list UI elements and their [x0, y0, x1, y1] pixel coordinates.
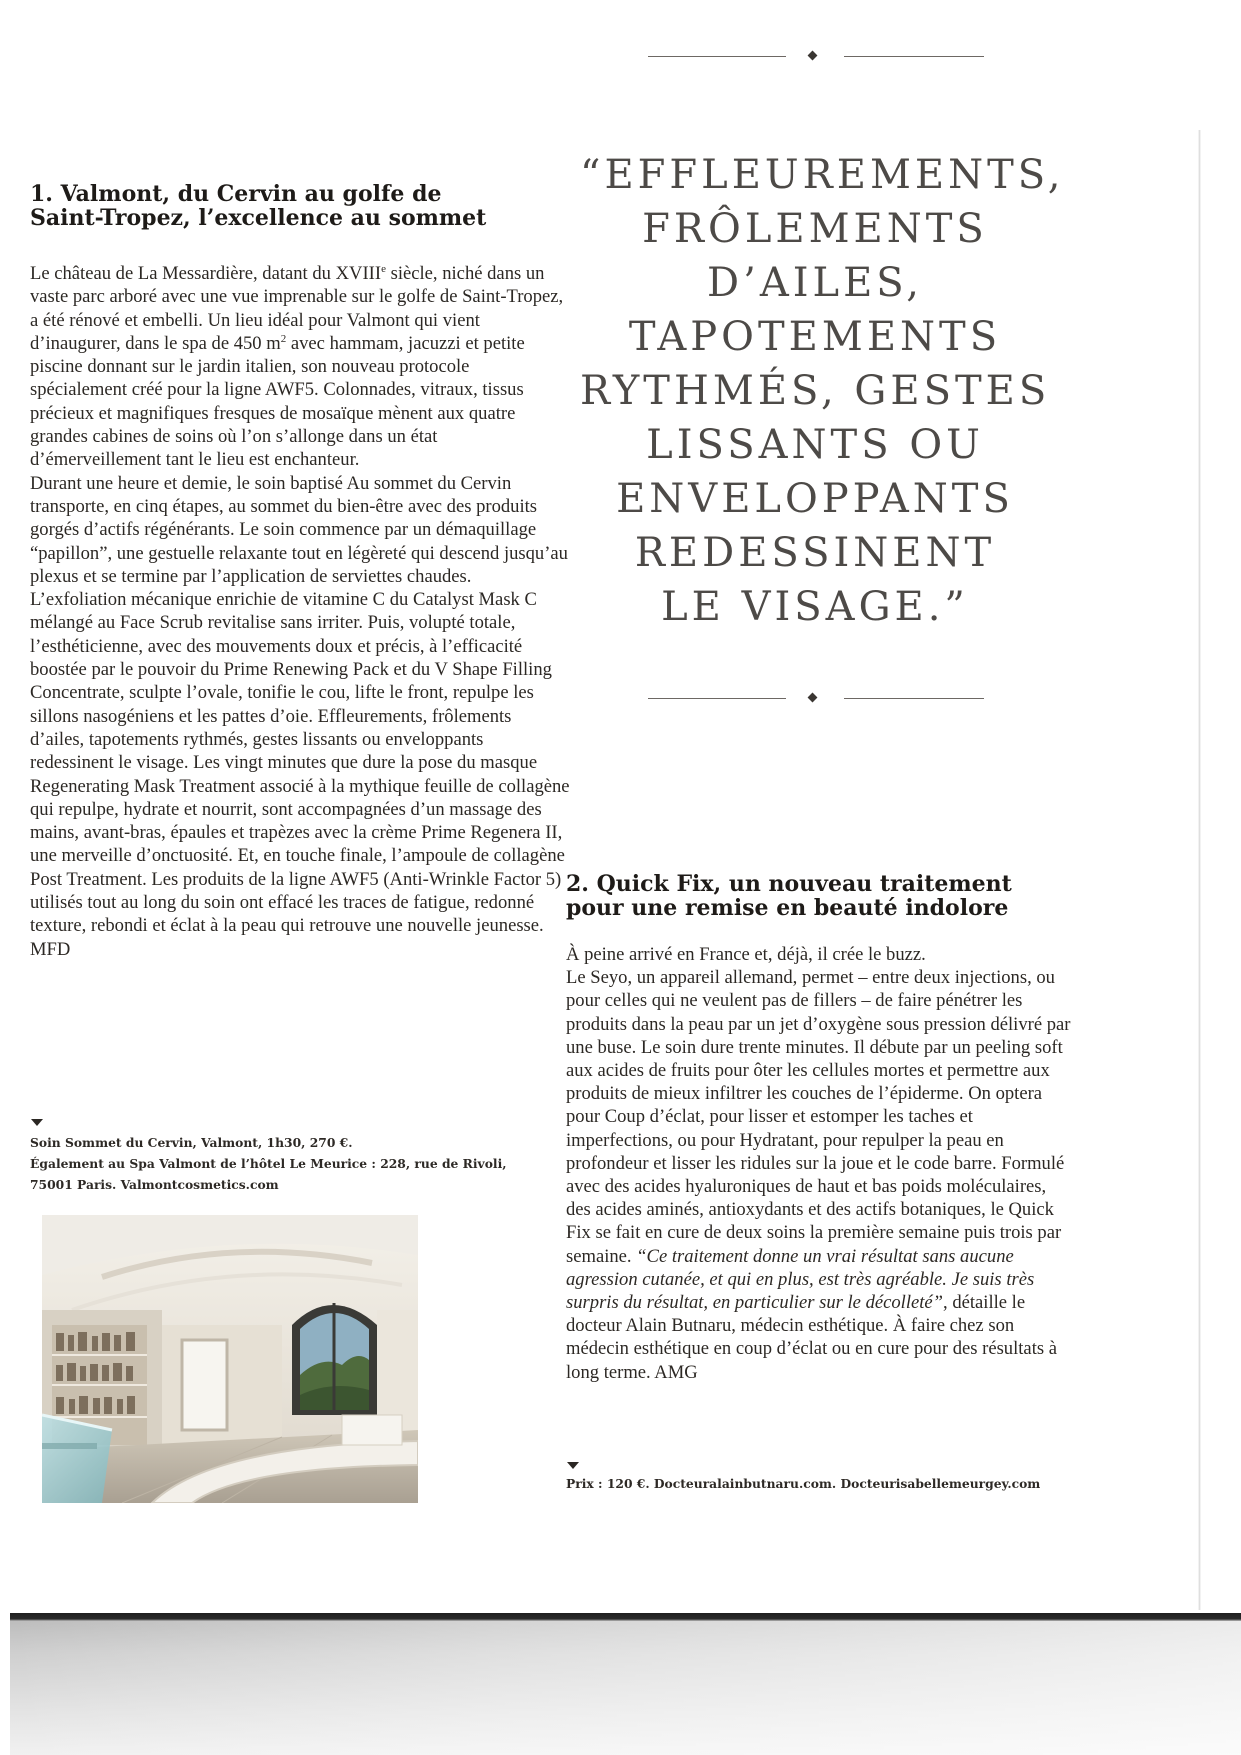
divider-line — [844, 56, 984, 57]
scanner-edge-band — [10, 1613, 1241, 1755]
pull-quote-line: D’AILES, — [707, 260, 923, 306]
doctor-quote: “Ce traitement donne un vrai résultat sans aucune agression cutanée, et qui en plus, est très agréable. Je suis très surpris du résultat, en particulier sur le décolleté” — [566, 1245, 1035, 1314]
article-1-title — [30, 182, 570, 230]
triangle-marker-icon — [31, 1119, 43, 1126]
pull-quote-line: LE VISAGE.” — [661, 584, 969, 630]
article-1-credit-line: Soin Sommet du Cervin, Valmont, 1h30, 270 €. — [30, 1135, 353, 1150]
diamond-ornament-icon — [808, 693, 818, 703]
pull-quote-line: REDESSINENT — [634, 530, 996, 576]
article-1-credit-line: Également au Spa Valmont de l’hôtel Le Meurice : 228, rue de Rivoli, — [30, 1156, 507, 1171]
pull-quote — [580, 148, 1065, 634]
pull-quote-line: ENVELOPPANTS — [616, 476, 1014, 522]
article-2-body — [566, 943, 1071, 1384]
article-1-credits — [30, 1132, 570, 1195]
page-fold-shadow — [1198, 130, 1201, 1610]
article-2-title-line-1: 2. Quick Fix, un nouveau traitement — [566, 871, 1012, 897]
article-1-title-line-1: 1. Valmont, du Cervin au golfe de — [30, 181, 442, 207]
article-2-credits: Prix : 120 €. Docteuralainbutnaru.com. Docteurisabellemeurgey.com — [566, 1476, 1041, 1491]
pull-quote-line: FRÔLEMENTS — [642, 206, 988, 252]
pull-quote-line: “EFFLEUREMENTS, — [580, 152, 1065, 198]
spa-interior-photo — [42, 1215, 418, 1503]
pull-quote-line: TAPOTEMENTS — [628, 314, 1002, 360]
article-2-title-line-2: pour une remise en beauté indolore — [566, 895, 1009, 921]
ornamental-divider — [648, 50, 984, 64]
divider-line — [844, 698, 984, 699]
article-1-title-line-2: Saint-Tropez, l’excellence au sommet — [30, 205, 487, 231]
divider-line — [648, 698, 786, 699]
diamond-ornament-icon — [808, 51, 818, 61]
article-1-body — [30, 262, 570, 961]
divider-line — [648, 56, 786, 57]
triangle-marker-icon — [567, 1462, 579, 1469]
ornamental-divider — [648, 692, 984, 706]
article-2-paragraph-1: À peine arrivé en France et, déjà, il crée le buzz. — [566, 944, 926, 965]
article-2-paragraph-2: Le Seyo, un appareil allemand, permet – entre deux injections, ou pour celles qui ne veulent pas de fillers – de faire pénétrer les produits dans la peau par un jet d’oxygène sous pression délivré par une buse. Le soin dure trente minutes. Il débute par un peeling soft aux acides de fruits pour ôter les cellules mortes et permettre aux produits de mieux infiltrer les couches de l’épiderme. On optera pour Coup d’éclat, pour lisser et estomper les taches et imperfections, ou pour Hydratant, pour repulper la peau en profondeur et lisser les ridules sur la joue et le code barre. Formulé avec des acides hyaluroniques de haut et bas poids moléculaires, des acides aminés, antioxydants et des actifs botaniques, le Quick Fix se fait en cure de deux soins la première semaine puis trois par semaine. “Ce traitement donne un vrai résultat sans aucune agression cutanée, et qui en plus, est très agréable. Je suis très surpris du résultat, en particulier sur le décolleté”, détaille le docteur Alain Butnaru, médecin esthétique. À faire chez son médecin esthétique en coup d’éclat ou en cure pour des résultats à long terme. AMG — [566, 967, 1071, 1383]
pull-quote-line: RYTHMÉS, GESTES — [580, 368, 1051, 414]
article-1-credit-line: 75001 Paris. Valmontcosmetics.com — [30, 1177, 279, 1192]
article-1-paragraph-2: Durant une heure et demie, le soin baptisé Au sommet du Cervin transporte, en cinq étapes, au sommet du bien-être avec des produits gorgés d’actifs régénérants. Le soin commence par un démaquillage “papillon”, une gestuelle relaxante tout en légèreté qui descend jusqu’au plexus et se termine par l’application de serviettes chaudes. L’exfoliation mécanique enrichie de vitamine C du Catalyst Mask C mélangé au Face Scrub revitalise sans irriter. Puis, volupté totale, l’esthéticienne, avec des mouvements doux et précis, à l’efficacité boostée par le pouvoir du Prime Renewing Pack et du V Shape Filling Concentrate, sculpte l’ovale, tonifie le cou, lifte le front, repulpe les sillons nasogéniens et les pattes d’oie. Effleurements, frôlements d’ailes, tapotements rythmés, gestes lissants ou enveloppants redessinent le visage. Les vingt minutes que dure la pose du masque Regenerating Mask Treatment associé à la mythique feuille de collagène qui repulpe, hydrate et nourrit, sont accompagnées d’un massage des mains, avant-bras, épaules et trapèzes avec la crème Prime Regenera II, une merveille d’onctuosité. Et, en touche finale, l’ampoule de collagène Post Treatment. Les produits de la ligne AWF5 (Anti-Wrinkle Factor 5) utilisés tout au long du soin ont effacé les traces de fatigue, redonné texture, rebondi et éclat à la peau qui retrouve une nouvelle jeunesse. MFD — [30, 472, 570, 960]
pull-quote-line: LISSANTS OU — [646, 422, 984, 468]
article-2-title — [566, 872, 1036, 920]
article-1-paragraph-1: Le château de La Messardière, datant du XVIIIe siècle, niché dans un vaste parc arboré avec une vue imprenable sur le golfe de Saint-Tropez, a été rénové et embelli. Un lieu idéal pour Valmont qui vient d’inaugurer, dans le spa de 450 $m^2$ avec hammam, jacuzzi et petite piscine donnant sur le jardin italien, son nouveau protocole spécialement créé pour la ligne AWF5. Colonnades, vitraux, tissus précieux et magnifiques fresques de mosaïque mènent aux quatre grandes cabines de soins où l’on s’allonge dans un état d’émerveillement tant le lieu est enchanteur. — [30, 262, 564, 471]
